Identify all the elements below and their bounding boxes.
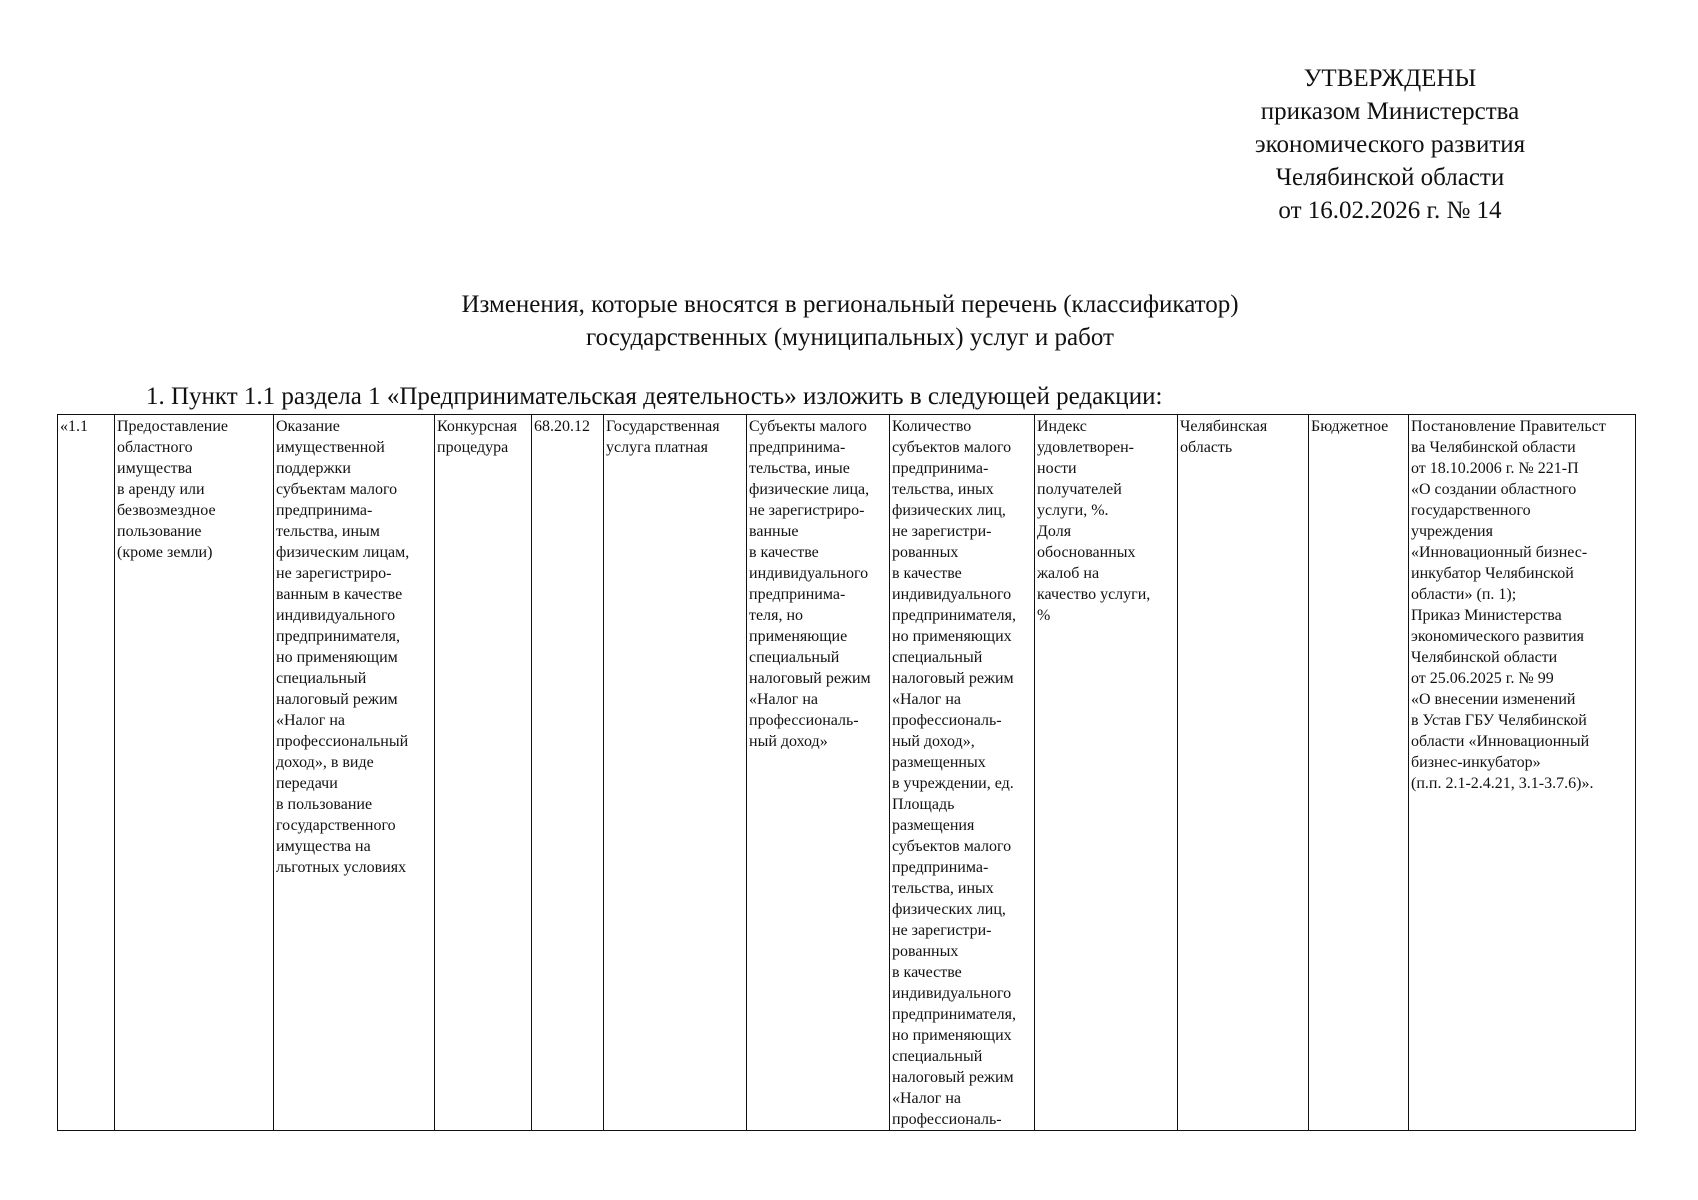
cell-consumers: Субъекты малого предпринима- тельства, иные физические лица, не зарегистриро- ванные в качестве индивидуального предпринима- теля, но применяющие специальный налоговый режим «Налог на профессиональ- ный доход» [747,415,890,1131]
title-line: государственных (муниципальных) услуг и работ [586,324,1114,351]
approval-date-line: от 16.02.2026 г. № 14 [1278,197,1502,224]
cell-legal-basis: Постановление Правительст ва Челябинской области от 18.10.2006 г. № 221-П «О создании областного государственного учреждения «Инновационный бизнес- инкубатор Челябинской области» (п. 1); Приказ Министерства экономического развития Челябинской области от 25.06.2025 г. № 99 «О внесении изменений в Устав ГБУ Челябинской области «Инновационный бизнес-инкубатор» (п.п. 2.1-2.4.21, 3.1-3.7.6)». [1409,415,1636,1131]
approval-line: экономического развития [1254,131,1526,158]
document-title [250,288,1450,354]
registry-table [57,414,1636,1131]
cell-number: «1.1 [58,415,115,1131]
cell-procedure: Конкурсная процедура [435,415,532,1131]
approval-line: приказом Министерства [1260,98,1520,125]
cell-institution-type: Бюджетное [1309,415,1409,1131]
item-heading: 1. Пункт 1.1 раздела 1 «Предпринимательская деятельность» изложить в следующей редакции: [146,383,1163,410]
approval-line: УТВЕРЖДЕНЫ [1303,65,1477,92]
cell-region: Челябинская область [1178,415,1309,1131]
approval-line: Челябинской области [1275,164,1505,191]
cell-content: Оказание имущественной поддержки субъектам малого предпринима- тельства, иным физическим лицам, не зарегистриро- ванным в качестве индивидуального предпринимателя, но применяющим специальный налоговый режим «Налог на профессиональный доход», в виде передачи в пользование государственного имущества на льготных условиях [274,415,435,1131]
cell-quality-indicators: Индекс удовлетворен- ности получателей услуги, %. Доля обоснованных жалоб на качество услуги, % [1035,415,1178,1131]
cell-code: 68.20.12 [532,415,604,1131]
title-line: Изменения, которые вносятся в региональный перечень (классификатор) [461,291,1239,318]
cell-service-name: Предоставление областного имущества в аренду или безвозмездное пользование (кроме земли) [115,415,274,1131]
table-row [58,415,1636,1131]
cell-volume-indicators: Количество субъектов малого предпринима- тельства, иных физических лиц, не зарегистри- рованных в качестве индивидуального предпринимателя, но применяющих специальный налоговый режим «Налог на профессиональ- ный доход», размещенных в учреждении, ед. Площадь размещения субъектов малого предпринима- тельства, иных физических лиц, не зарегистри- рованных в качестве индивидуального предпринимателя, но применяющих специальный налоговый режим «Налог на профессиональ- [890,415,1035,1131]
approval-stamp [1180,62,1600,227]
cell-service-type: Государственная услуга платная [604,415,747,1131]
